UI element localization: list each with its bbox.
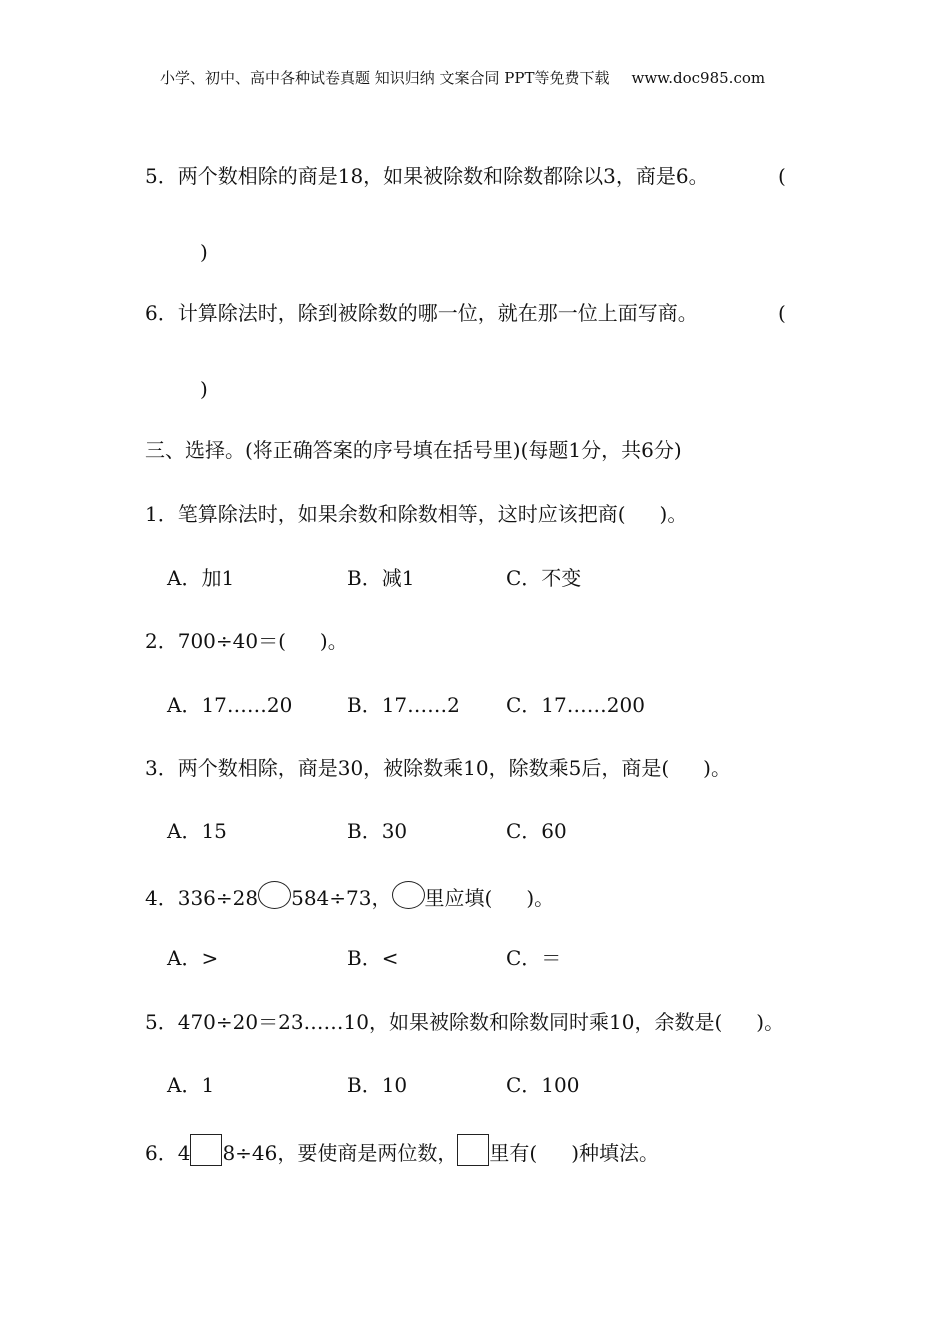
comparison-circle-icon — [392, 881, 425, 909]
q2-option-b: B．17……2 — [347, 693, 460, 717]
q4-option-a: A．> — [167, 946, 219, 970]
q2-option-a: A．17……20 — [167, 693, 293, 717]
q3-option-b: B．30 — [347, 819, 408, 843]
section-title: 三、选择。(将正确答案的序号填在括号里)(每题1分，共6分) — [145, 438, 682, 462]
judge-question-5: 5．两个数相除的商是18，如果被除数和除数都除以3，商是6。 — [145, 164, 709, 188]
q5-option-a: A．1 — [167, 1073, 215, 1097]
q3-option-a: A．15 — [167, 819, 227, 843]
judge-5-open-paren: ( — [778, 164, 786, 188]
q4-option-b: B．< — [347, 946, 399, 970]
judge-6-open-paren: ( — [778, 301, 786, 325]
judge-5-close-paren: ) — [200, 240, 208, 264]
q1-option-b: B．减1 — [347, 566, 415, 590]
question-2: 2．700÷40＝( )。 — [145, 629, 348, 653]
question-3: 3．两个数相除，商是30，被除数乘10，除数乘5后，商是( )。 — [145, 756, 731, 780]
judge-question-6: 6．计算除法时，除到被除数的哪一位，就在那一位上面写商。 — [145, 301, 698, 325]
question-5: 5．470÷20＝23……10，如果被除数和除数同时乘10，余数是( )。 — [145, 1010, 785, 1034]
question-6: 6．4 8÷46，要使商是两位数， 里有( )种填法。 — [145, 1134, 659, 1167]
digit-box-icon — [190, 1134, 222, 1166]
q3-option-c: C．60 — [506, 819, 567, 843]
question-4: 4．336÷28 584÷73， 里应填( )。 — [145, 881, 554, 912]
question-1: 1．笔算除法时，如果余数和除数相等，这时应该把商( )。 — [145, 502, 688, 526]
q1-option-a: A．加1 — [167, 566, 235, 590]
q5-option-b: B．10 — [347, 1073, 408, 1097]
page-header — [160, 67, 765, 89]
q4-option-c: C．＝ — [506, 946, 562, 970]
q1-option-c: C．不变 — [506, 566, 582, 590]
q2-option-c: C．17……200 — [506, 693, 645, 717]
q5-option-c: C．100 — [506, 1073, 580, 1097]
header-text: 小学、初中、高中各种试卷真题 知识归纳 文案合同 PPT等免费下载 — [160, 69, 610, 87]
judge-6-close-paren: ) — [200, 377, 208, 401]
comparison-circle-icon — [258, 881, 291, 909]
digit-box-icon — [457, 1134, 489, 1166]
header-url: www.doc985.com — [631, 69, 766, 87]
